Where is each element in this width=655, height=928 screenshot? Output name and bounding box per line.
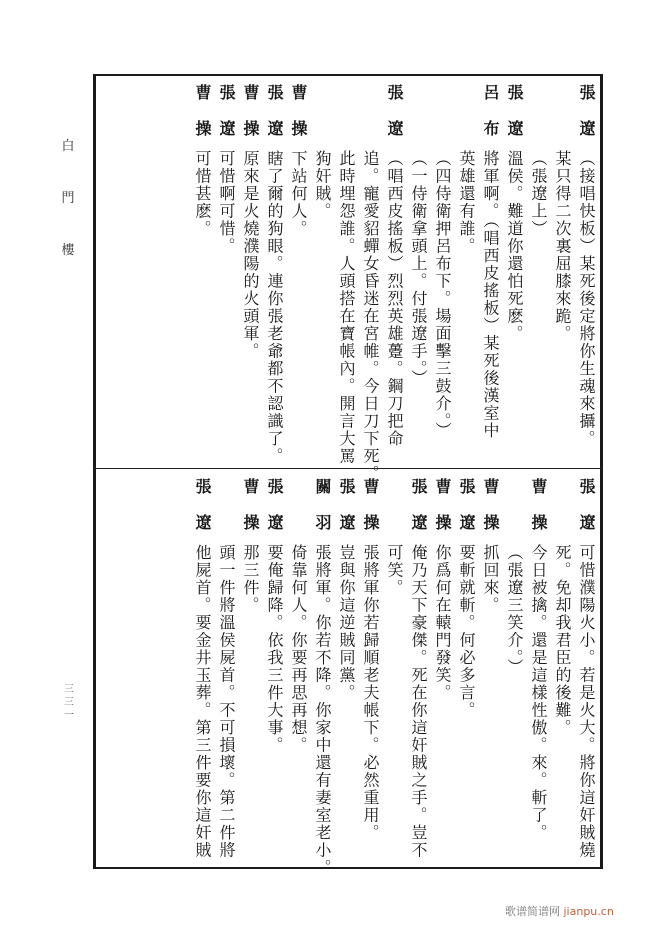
dialogue-text: 可惜甚麽。: [193, 150, 212, 238]
dialogue-text: 瞎了爾的狗眼。連你張老爺都不認識了。: [265, 150, 284, 465]
dialogue-text: 豈與你這逆賊同黨。: [337, 544, 356, 702]
dialogue-column: [238, 478, 262, 864]
page-number-char: 三: [64, 684, 74, 695]
dialogue-text: 某只得二次裏屈膝來跪。: [553, 150, 572, 343]
dialogue-column: [478, 84, 502, 466]
dialogue-column: [550, 478, 574, 864]
dialogue-text: 將軍啊。（唱西皮搖板）某死後漢室中: [481, 150, 500, 440]
dialogue-text: 可笑。: [385, 544, 404, 597]
dialogue-text: 追。寵愛貂蟬女昏迷在宮帷。今日刀下死。: [361, 150, 380, 483]
dialogue-text: 要俺歸降。依我三件大事。: [265, 544, 284, 754]
book-title: [58, 135, 78, 291]
dialogue-column: [502, 84, 526, 466]
speaker-name: 曹操: [361, 478, 380, 550]
page-number-char: 一: [64, 710, 74, 721]
dialogue-column: [262, 478, 286, 864]
dialogue-text: 頭一件將溫侯屍首。不可損壞。第二件將: [217, 544, 236, 859]
dialogue-text: （四侍衛押呂布下。場面擊三鼓介。）: [433, 150, 452, 440]
speaker-name: 張遼: [265, 84, 284, 156]
script-panel-bottom: [98, 478, 598, 877]
speaker-name: 曹操: [433, 478, 452, 550]
dialogue-text: （一侍衛拿頭上。付張遼手。）: [409, 150, 428, 387]
speaker-name: 曹操: [193, 84, 212, 156]
dialogue-column: [526, 84, 550, 466]
dialogue-text: 今日被擒。還是這樣性傲。來。斬了。: [529, 544, 548, 842]
dialogue-text: （張遼上）: [529, 150, 548, 238]
dialogue-text: 英雄還有誰。: [457, 150, 476, 255]
book-title-char: 白: [61, 139, 75, 154]
speaker-name: 張遼: [577, 478, 596, 550]
dialogue-column: [406, 84, 430, 466]
script-panel-top: [98, 84, 598, 483]
dialogue-column: [358, 478, 382, 864]
dialogue-text: 抓回來。: [481, 544, 500, 614]
panel-divider: [93, 468, 603, 469]
speaker-name: 張遼: [409, 478, 428, 550]
speaker-name: 曹操: [481, 478, 500, 550]
dialogue-text: 死。免却我君臣的後難。: [553, 544, 572, 737]
dialogue-column: [262, 84, 286, 466]
speaker-name: 張遼: [385, 84, 404, 156]
speaker-name: 張遼: [457, 478, 476, 550]
dialogue-text: 原來是火燒濮陽的火頭軍。: [241, 150, 260, 360]
speaker-name: 張遼: [265, 478, 284, 550]
dialogue-column: [214, 478, 238, 864]
dialogue-column: [334, 84, 358, 466]
page-number: [62, 683, 76, 722]
dialogue-column: [382, 478, 406, 864]
dialogue-column: [358, 84, 382, 483]
dialogue-column: [310, 84, 334, 466]
dialogue-column: [574, 84, 598, 466]
dialogue-column: [406, 478, 430, 864]
dialogue-text: 要斬就斬。何必多言。: [457, 544, 476, 719]
dialogue-text: 俺乃天下豪傑。死在你這奸賊之手。豈不: [409, 544, 428, 859]
dialogue-column: [214, 84, 238, 466]
speaker-name: 曹操: [241, 478, 260, 550]
dialogue-text: 張將軍你若歸順老夫帳下。必然重用。: [361, 544, 380, 842]
speaker-name: 曹操: [241, 84, 260, 156]
dialogue-column: [382, 84, 406, 466]
dialogue-column: [286, 478, 310, 864]
dialogue-text: 倚靠何人。你要再思再想。: [289, 544, 308, 754]
dialogue-text: 可惜啊可惜。: [217, 150, 236, 255]
book-title-char: 樓: [61, 243, 75, 258]
dialogue-text: 溫侯。難道你還怕死麽。: [505, 150, 524, 343]
speaker-name: 張遼: [577, 84, 596, 156]
speaker-name: 張遼: [337, 478, 356, 550]
dialogue-column: [574, 478, 598, 864]
dialogue-column: [550, 84, 574, 466]
speaker-name: 曹操: [529, 478, 548, 550]
dialogue-text: 他屍首。要金井玉葬。第三件要你這奸賊: [193, 544, 212, 859]
dialogue-text: 狗奸賊。: [313, 150, 332, 220]
dialogue-text: 張將軍。你若不降。你家中還有妻室老小。: [313, 544, 332, 877]
dialogue-column: [238, 84, 262, 466]
dialogue-column: [334, 478, 358, 864]
dialogue-column: [526, 478, 550, 864]
dialogue-text: （接唱快板）某死後定將你生魂來攝。: [577, 150, 596, 448]
watermark-site-name: 歌谱简谱网: [505, 905, 560, 918]
page-number-char: 三: [64, 697, 74, 708]
dialogue-text: 可惜濮陽火小。若是火大。將你這奸賊燒: [577, 544, 596, 859]
speaker-name: 張遼: [217, 84, 236, 156]
dialogue-column: [190, 84, 214, 466]
speaker-name: 曹操: [289, 84, 308, 156]
dialogue-text: 此時埋怨誰。人頭搭在寶帳內。開言大罵: [337, 150, 356, 465]
dialogue-text: 你爲何在轅門發笑。: [433, 544, 452, 702]
dialogue-column: [478, 478, 502, 864]
speaker-name: 張遼: [193, 478, 212, 550]
dialogue-column: [430, 478, 454, 864]
dialogue-column: [286, 84, 310, 466]
speaker-name: 張遼: [505, 84, 524, 156]
dialogue-column: [310, 478, 334, 877]
book-title-char: 門: [61, 191, 75, 206]
dialogue-column: [454, 478, 478, 864]
dialogue-column: [430, 84, 454, 466]
speaker-name: 關羽: [313, 478, 332, 550]
watermark: [505, 903, 614, 919]
dialogue-text: （張遼三笑介。）: [505, 544, 524, 676]
dialogue-column: [502, 478, 526, 864]
speaker-name: 呂布: [481, 84, 500, 156]
dialogue-text: 那三件。: [241, 544, 260, 614]
dialogue-column: [190, 478, 214, 864]
watermark-url: jianpu.cn: [563, 905, 614, 918]
dialogue-text: 下站何人。: [289, 150, 308, 238]
dialogue-text: （唱西皮搖板）烈烈英雄躉。鋼刀把命: [385, 150, 404, 448]
dialogue-column: [454, 84, 478, 466]
